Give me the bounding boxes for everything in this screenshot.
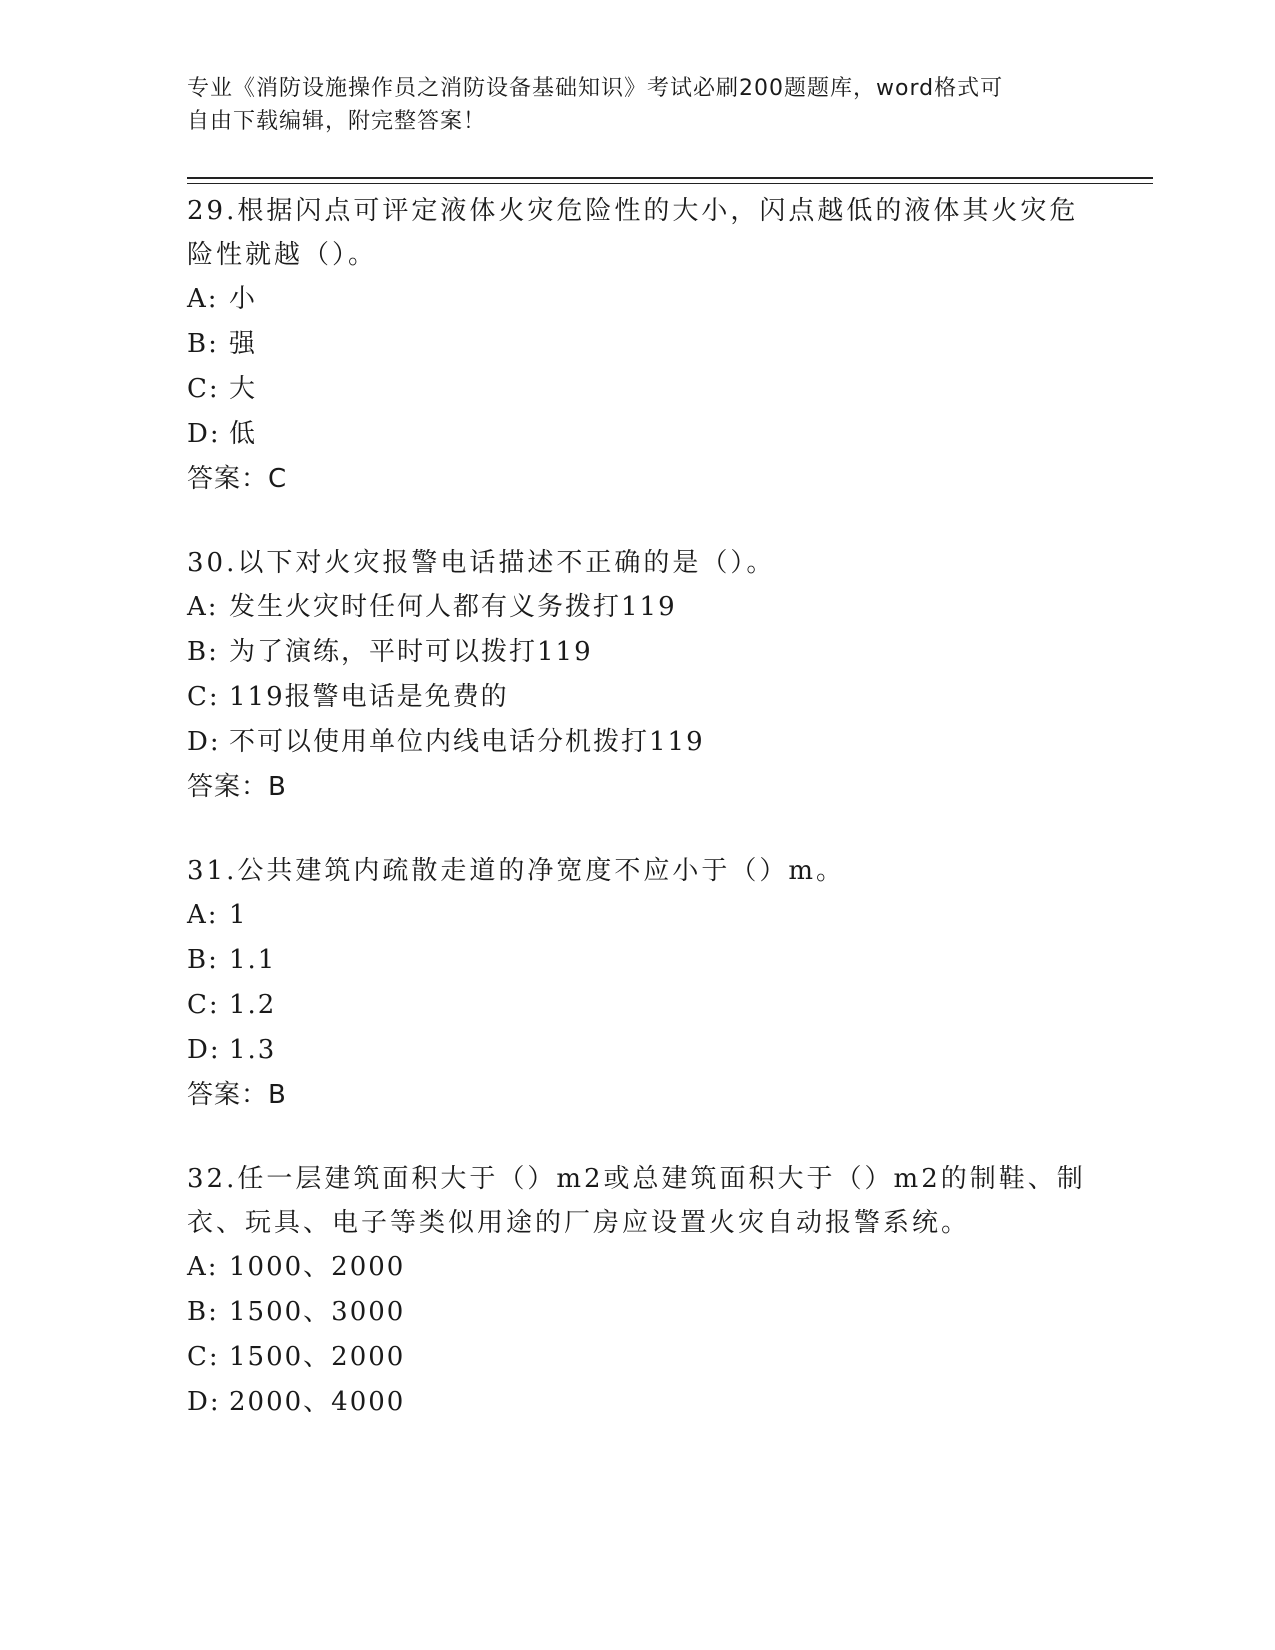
question-32 — [187, 1157, 1087, 1425]
question-stem-line: 30.以下对火灾报警电话描述不正确的是（）。 — [187, 548, 776, 578]
option-text: 1000、2000 — [229, 1252, 406, 1282]
option-c — [187, 367, 1087, 412]
question-29 — [187, 189, 1087, 502]
question-stem-line: 险性就越（）。 — [187, 240, 378, 270]
option-b — [187, 630, 1087, 675]
option-a — [187, 1245, 1087, 1290]
option-d — [187, 412, 1087, 457]
question-31 — [187, 849, 1087, 1118]
option-letter: D: — [187, 419, 221, 449]
header-line-1: 专业《消防设施操作员之消防设备基础知识》考试必刷200题题库，word格式可 — [187, 76, 1004, 101]
question-stem — [187, 541, 1087, 585]
option-letter: D: — [187, 1387, 221, 1417]
option-letter: B: — [187, 637, 219, 667]
option-b — [187, 322, 1087, 367]
option-text: 低 — [229, 419, 258, 449]
option-a — [187, 277, 1087, 322]
option-letter: B: — [187, 1297, 219, 1327]
option-letter: D: — [187, 1035, 221, 1065]
option-text: 强 — [229, 329, 258, 359]
option-text: 大 — [229, 374, 258, 404]
option-text: 1.2 — [229, 990, 277, 1020]
question-stem — [187, 1157, 1087, 1245]
option-letter: A: — [187, 1252, 219, 1282]
option-text: 1.1 — [229, 945, 277, 975]
option-a — [187, 893, 1087, 938]
option-b — [187, 938, 1087, 983]
option-text: 1500、2000 — [229, 1342, 406, 1372]
option-text: 1500、3000 — [229, 1297, 406, 1327]
option-text: 小 — [229, 284, 258, 314]
option-c — [187, 983, 1087, 1028]
option-text: 发生火灾时任何人都有义务拨打119 — [229, 592, 677, 622]
option-b — [187, 1290, 1087, 1335]
question-list — [187, 189, 1087, 1464]
option-d — [187, 720, 1087, 765]
question-stem — [187, 849, 1087, 893]
option-letter: C: — [187, 682, 220, 712]
option-letter: A: — [187, 592, 219, 622]
answer-line: 答案：B — [187, 1080, 287, 1110]
question-stem — [187, 189, 1087, 277]
option-letter: A: — [187, 284, 219, 314]
question-stem-line: 衣、玩具、电子等类似用途的厂房应设置火灾自动报警系统。 — [187, 1208, 971, 1238]
question-stem-line: 29.根据闪点可评定液体火灾危险性的大小，闪点越低的液体其火灾危 — [187, 196, 1079, 226]
option-letter: C: — [187, 1342, 220, 1372]
option-c — [187, 1335, 1087, 1380]
option-text: 2000、4000 — [229, 1387, 406, 1417]
header-line-2: 自由下载编辑，附完整答案！ — [187, 109, 487, 134]
question-30 — [187, 541, 1087, 810]
option-text: 1 — [229, 900, 248, 930]
document-header — [187, 72, 1067, 138]
option-text: 119报警电话是免费的 — [229, 682, 509, 712]
option-letter: B: — [187, 945, 219, 975]
option-d — [187, 1380, 1087, 1425]
option-text: 1.3 — [229, 1035, 277, 1065]
option-letter: C: — [187, 990, 220, 1020]
header-divider-thick — [187, 177, 1153, 179]
option-d — [187, 1028, 1087, 1073]
option-letter: C: — [187, 374, 220, 404]
option-letter: A: — [187, 900, 219, 930]
option-a — [187, 585, 1087, 630]
answer-line: 答案：B — [187, 772, 287, 802]
question-stem-line: 31.公共建筑内疏散走道的净宽度不应小于（）m。 — [187, 856, 846, 886]
option-c — [187, 675, 1087, 720]
header-divider-thin — [187, 183, 1153, 184]
option-text: 为了演练，平时可以拨打119 — [229, 637, 593, 667]
option-text: 不可以使用单位内线电话分机拨打119 — [229, 727, 705, 757]
option-letter: B: — [187, 329, 219, 359]
option-letter: D: — [187, 727, 221, 757]
question-stem-line: 32.任一层建筑面积大于（）m2或总建筑面积大于（）m2的制鞋、制 — [187, 1164, 1086, 1194]
answer-line: 答案：C — [187, 464, 288, 494]
